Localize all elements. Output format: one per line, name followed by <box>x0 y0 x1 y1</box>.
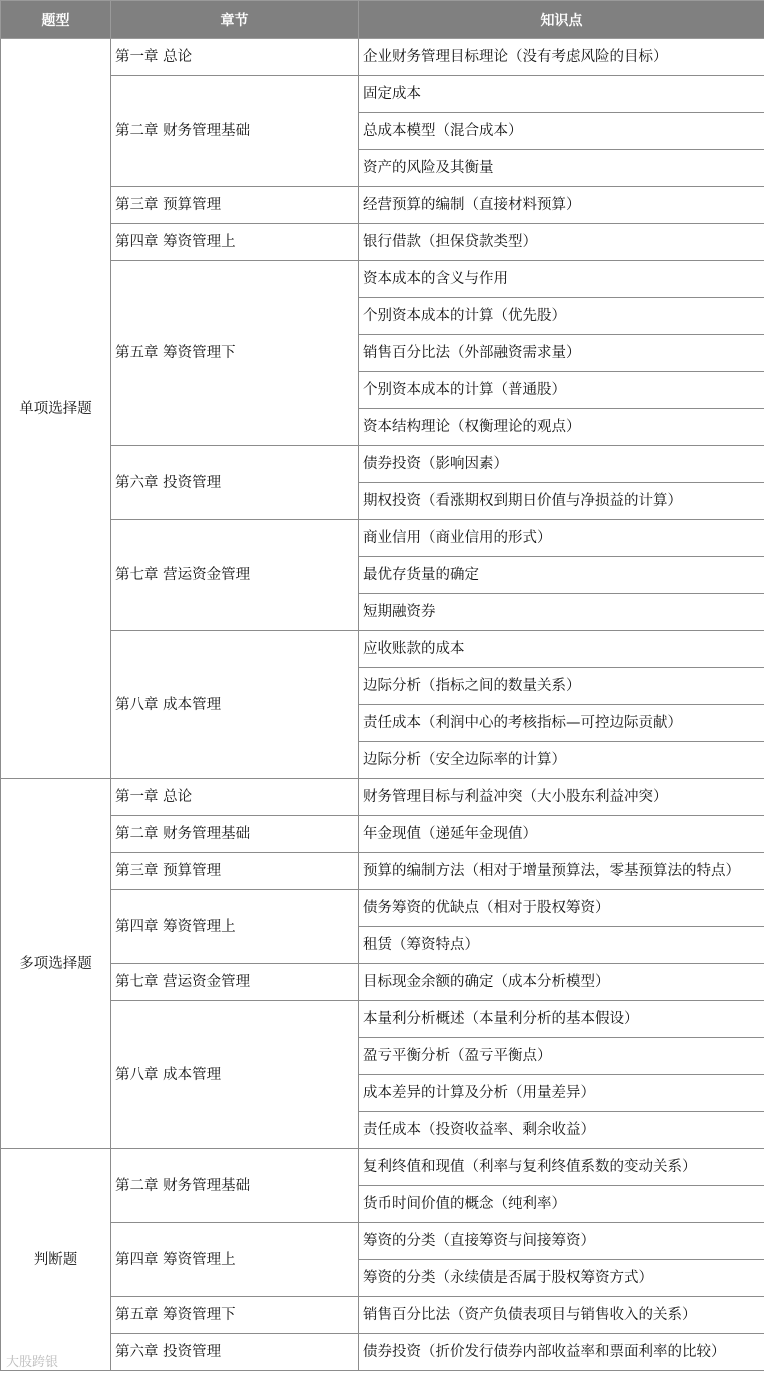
knowledge-point-cell: 责任成本（投资收益率、剩余收益） <box>359 1112 764 1149</box>
knowledge-point-cell: 筹资的分类（直接筹资与间接筹资） <box>359 1223 764 1260</box>
chapter-cell: 第三章 预算管理 <box>111 187 359 224</box>
knowledge-point-cell: 资本结构理论（权衡理论的观点） <box>359 409 764 446</box>
knowledge-point-cell: 资产的风险及其衡量 <box>359 150 764 187</box>
table-row <box>1 1334 764 1371</box>
chapter-cell: 第二章 财务管理基础 <box>111 1149 359 1223</box>
knowledge-point-cell: 个别资本成本的计算（普通股） <box>359 372 764 409</box>
knowledge-point-cell: 销售百分比法（外部融资需求量） <box>359 335 764 372</box>
knowledge-point-cell: 本量利分析概述（本量利分析的基本假设） <box>359 1001 764 1038</box>
knowledge-point-cell: 预算的编制方法（相对于增量预算法，零基预算法的特点） <box>359 853 764 890</box>
chapter-cell: 第一章 总论 <box>111 779 359 816</box>
watermark-text: 大股跨银 <box>6 1355 59 1370</box>
table-row <box>1 890 764 927</box>
question-type-cell: 单项选择题 <box>1 39 111 779</box>
chapter-cell: 第三章 预算管理 <box>111 853 359 890</box>
knowledge-point-cell: 盈亏平衡分析（盈亏平衡点） <box>359 1038 764 1075</box>
knowledge-point-cell: 短期融资券 <box>359 594 764 631</box>
knowledge-point-cell: 债务筹资的优缺点（相对于股权筹资） <box>359 890 764 927</box>
table-row <box>1 964 764 1001</box>
table-row <box>1 39 764 76</box>
table-row <box>1 76 764 113</box>
knowledge-point-cell: 年金现值（递延年金现值） <box>359 816 764 853</box>
table-row <box>1 187 764 224</box>
chapter-cell: 第七章 营运资金管理 <box>111 520 359 631</box>
knowledge-point-cell: 边际分析（安全边际率的计算） <box>359 742 764 779</box>
chapter-cell: 第八章 成本管理 <box>111 631 359 779</box>
knowledge-point-cell: 总成本模型（混合成本） <box>359 113 764 150</box>
knowledge-point-cell: 边际分析（指标之间的数量关系） <box>359 668 764 705</box>
chapter-cell: 第五章 筹资管理下 <box>111 1297 359 1334</box>
knowledge-point-cell: 目标现金余额的确定（成本分析模型） <box>359 964 764 1001</box>
knowledge-point-cell: 商业信用（商业信用的形式） <box>359 520 764 557</box>
knowledge-point-cell: 筹资的分类（永续债是否属于股权筹资方式） <box>359 1260 764 1297</box>
table-row <box>1 446 764 483</box>
chapter-cell: 第五章 筹资管理下 <box>111 261 359 446</box>
table-row <box>1 816 764 853</box>
header-row <box>1 1 764 39</box>
knowledge-point-cell: 财务管理目标与利益冲突（大小股东利益冲突） <box>359 779 764 816</box>
knowledge-point-cell: 个别资本成本的计算（优先股） <box>359 298 764 335</box>
knowledge-point-cell: 债券投资（影响因素） <box>359 446 764 483</box>
knowledge-point-cell: 最优存货量的确定 <box>359 557 764 594</box>
table-row <box>1 853 764 890</box>
table-row <box>1 1297 764 1334</box>
table-row <box>1 631 764 668</box>
knowledge-point-cell: 期权投资（看涨期权到期日价值与净损益的计算） <box>359 483 764 520</box>
chapter-cell: 第六章 投资管理 <box>111 446 359 520</box>
table-row <box>1 1223 764 1260</box>
knowledge-point-cell: 应收账款的成本 <box>359 631 764 668</box>
knowledge-point-cell: 企业财务管理目标理论（没有考虑风险的目标） <box>359 39 764 76</box>
chapter-cell: 第四章 筹资管理上 <box>111 890 359 964</box>
chapter-cell: 第二章 财务管理基础 <box>111 76 359 187</box>
table-row <box>1 1001 764 1038</box>
question-type-cell: 多项选择题 <box>1 779 111 1149</box>
table-row <box>1 779 764 816</box>
table-row <box>1 261 764 298</box>
table-row <box>1 1149 764 1186</box>
knowledge-point-cell: 成本差异的计算及分析（用量差异） <box>359 1075 764 1112</box>
knowledge-point-cell: 固定成本 <box>359 76 764 113</box>
chapter-cell: 第一章 总论 <box>111 39 359 76</box>
knowledge-point-cell: 债券投资（折价发行债券内部收益率和票面利率的比较） <box>359 1334 764 1371</box>
knowledge-point-cell: 复利终值和现值（利率与复利终值系数的变动关系） <box>359 1149 764 1186</box>
header-point: 知识点 <box>359 1 764 39</box>
chapter-cell: 第二章 财务管理基础 <box>111 816 359 853</box>
knowledge-point-cell: 资本成本的含义与作用 <box>359 261 764 298</box>
chapter-cell: 第六章 投资管理 <box>111 1334 359 1371</box>
knowledge-point-cell: 责任成本（利润中心的考核指标—可控边际贡献） <box>359 705 764 742</box>
chapter-cell: 第四章 筹资管理上 <box>111 224 359 261</box>
chapter-cell: 第四章 筹资管理上 <box>111 1223 359 1297</box>
table-row <box>1 224 764 261</box>
chapter-cell: 第八章 成本管理 <box>111 1001 359 1149</box>
knowledge-point-cell: 经营预算的编制（直接材料预算） <box>359 187 764 224</box>
knowledge-point-cell: 货币时间价值的概念（纯利率） <box>359 1186 764 1223</box>
knowledge-point-cell: 银行借款（担保贷款类型） <box>359 224 764 261</box>
question-type-cell: 判断题 <box>1 1149 111 1371</box>
chapter-cell: 第七章 营运资金管理 <box>111 964 359 1001</box>
knowledge-point-cell: 销售百分比法（资产负债表项目与销售收入的关系） <box>359 1297 764 1334</box>
header-type: 题型 <box>1 1 111 39</box>
table-row <box>1 520 764 557</box>
knowledge-point-cell: 租赁（筹资特点） <box>359 927 764 964</box>
header-chapter: 章节 <box>111 1 359 39</box>
